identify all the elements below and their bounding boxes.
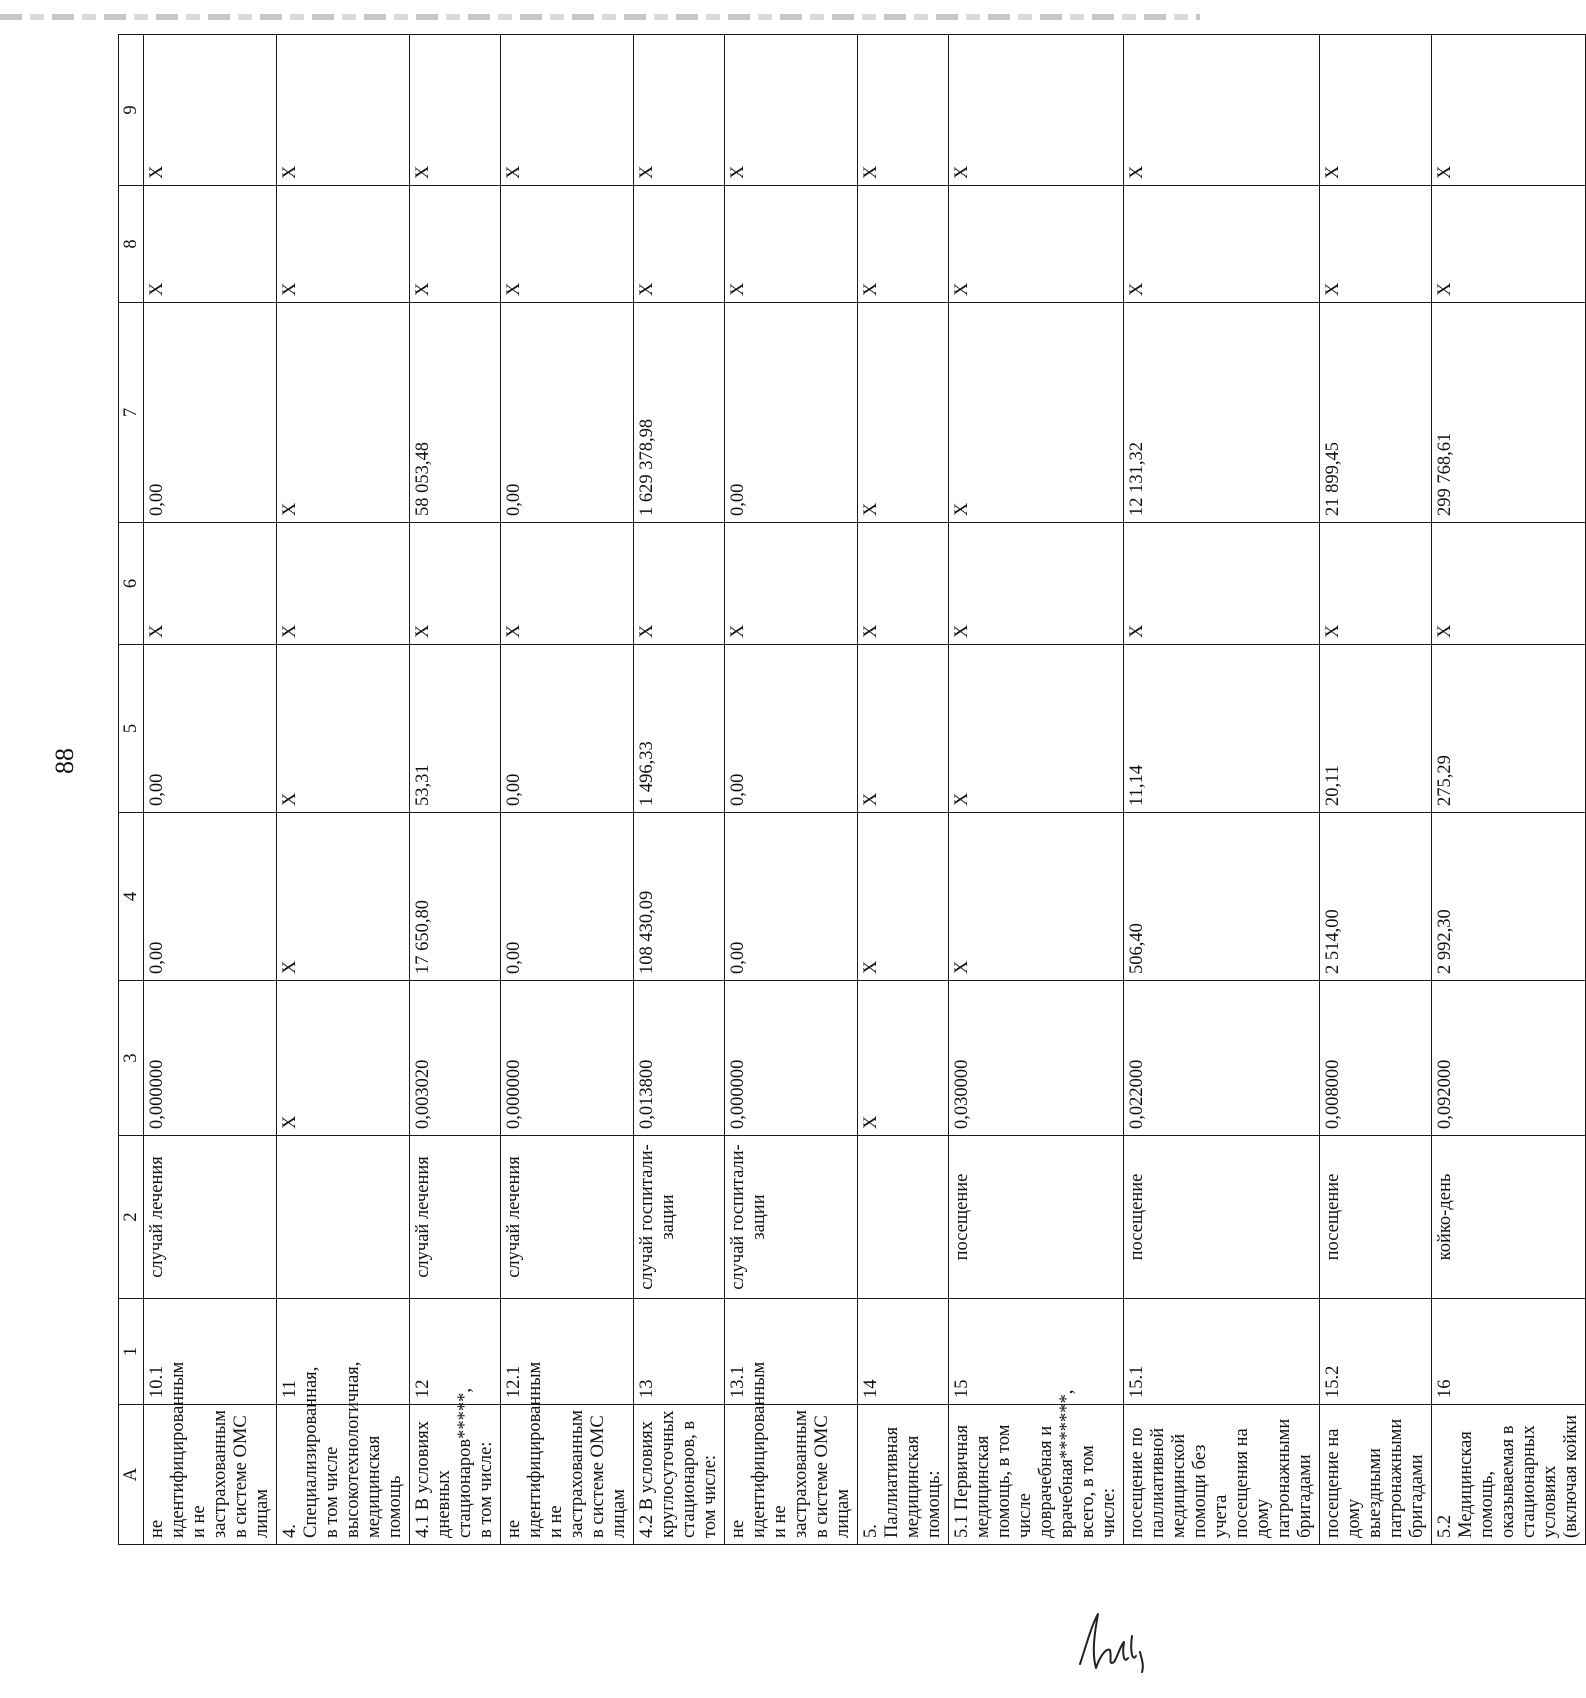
unit-cell: случай госпитали-зации — [725, 1136, 858, 1299]
value-cell: 12 131,32 — [1124, 303, 1320, 523]
table-row — [410, 35, 501, 1545]
value-cell: X — [949, 813, 1124, 981]
value-cell: X — [1124, 523, 1320, 645]
value-cell: X — [725, 186, 858, 303]
value-cell: 0,030000 — [949, 981, 1124, 1136]
value-cell: X — [858, 981, 949, 1136]
header-cell: 2 — [119, 1136, 144, 1299]
value-cell: 0,013800 — [634, 981, 725, 1136]
header-cell: 9 — [119, 35, 144, 186]
value-cell: X — [410, 35, 501, 186]
value-cell: X — [1320, 186, 1432, 303]
row-label: 4.1 В условиях дневных стационаров*****, в том числе: — [410, 1405, 501, 1545]
row-label: 5. Паллиативная медицинская помощь: — [858, 1405, 949, 1545]
value-cell: 21 899,45 — [1320, 303, 1432, 523]
unit-cell — [277, 1136, 410, 1299]
value-cell: 275,29 — [1432, 645, 1586, 813]
row-label: посещение по паллиативной медицинской помощи без учета посещения на дому патронажными бригадами — [1124, 1405, 1320, 1545]
value-cell: X — [410, 523, 501, 645]
row-code: 10.1 — [144, 1299, 277, 1405]
table-header-row — [119, 35, 144, 1545]
header-cell: 3 — [119, 981, 144, 1136]
value-cell: X — [277, 303, 410, 523]
row-code: 15.2 — [1320, 1299, 1432, 1405]
table-row — [634, 35, 725, 1545]
table-row — [725, 35, 858, 1545]
header-cell: 5 — [119, 645, 144, 813]
value-cell: X — [1432, 523, 1586, 645]
value-cell: X — [725, 523, 858, 645]
value-cell: X — [858, 813, 949, 981]
scan-edge-artifact — [0, 14, 1200, 20]
value-cell: X — [501, 35, 634, 186]
value-cell: X — [634, 35, 725, 186]
table-row — [277, 35, 410, 1545]
value-cell: 0,00 — [501, 813, 634, 981]
row-label: посещение на дому выездными патронажными бригадами — [1320, 1405, 1432, 1545]
value-cell: X — [144, 186, 277, 303]
value-cell: X — [277, 813, 410, 981]
unit-cell: случай лечения — [410, 1136, 501, 1299]
value-cell: 506,40 — [1124, 813, 1320, 981]
value-cell: 0,000000 — [725, 981, 858, 1136]
value-cell: X — [949, 303, 1124, 523]
value-cell: 0,000000 — [144, 981, 277, 1136]
value-cell: X — [1124, 186, 1320, 303]
value-cell: 58 053,48 — [410, 303, 501, 523]
value-cell: 0,00 — [725, 645, 858, 813]
value-cell: X — [858, 523, 949, 645]
value-cell: X — [1320, 523, 1432, 645]
value-cell: X — [634, 523, 725, 645]
row-label: 4. Специализированная, в том числе высокотехнологичная, медицинская помощь — [277, 1405, 410, 1545]
row-code: 12.1 — [501, 1299, 634, 1405]
value-cell: 0,00 — [725, 303, 858, 523]
row-code: 15.1 — [1124, 1299, 1320, 1405]
value-cell: 0,003020 — [410, 981, 501, 1136]
value-cell: X — [277, 523, 410, 645]
table-row — [1124, 35, 1320, 1545]
value-cell: 0,092000 — [1432, 981, 1586, 1136]
header-cell: 6 — [119, 523, 144, 645]
value-cell: X — [858, 303, 949, 523]
value-cell: X — [277, 981, 410, 1136]
row-code: 16 — [1432, 1299, 1586, 1405]
value-cell: 0,00 — [501, 303, 634, 523]
value-cell: 1 629 378,98 — [634, 303, 725, 523]
value-cell: X — [1432, 35, 1586, 186]
data-table — [118, 34, 1586, 1545]
unit-cell: случай лечения — [144, 1136, 277, 1299]
value-cell: 2 514,00 — [1320, 813, 1432, 981]
value-cell: 0,00 — [144, 813, 277, 981]
value-cell: 11,14 — [1124, 645, 1320, 813]
value-cell: X — [144, 35, 277, 186]
value-cell: X — [277, 186, 410, 303]
value-cell: X — [949, 645, 1124, 813]
value-cell: 53,31 — [410, 645, 501, 813]
value-cell: X — [949, 186, 1124, 303]
value-cell: X — [277, 35, 410, 186]
unit-cell — [858, 1136, 949, 1299]
value-cell: X — [858, 35, 949, 186]
value-cell: 17 650,80 — [410, 813, 501, 981]
value-cell: X — [501, 186, 634, 303]
value-cell: X — [501, 523, 634, 645]
row-label: не идентифицированным и не застрахованным в системе ОМС лицам — [144, 1405, 277, 1545]
value-cell: X — [949, 523, 1124, 645]
header-cell: А — [119, 1405, 144, 1545]
value-cell: 0,00 — [144, 303, 277, 523]
unit-cell: посещение — [1124, 1136, 1320, 1299]
value-cell: 0,00 — [725, 813, 858, 981]
row-label: 5.1 Первичная медицинская помощь, в том числе доврачебная и врачебная*******, всего, в том числе: — [949, 1405, 1124, 1545]
value-cell: 0,000000 — [501, 981, 634, 1136]
value-cell: 0,00 — [501, 645, 634, 813]
table-row — [858, 35, 949, 1545]
row-code: 11 — [277, 1299, 410, 1405]
unit-cell: случай лечения — [501, 1136, 634, 1299]
handwritten-signature — [1072, 1606, 1162, 1676]
rotated-table-container — [118, 35, 1581, 1545]
header-cell: 8 — [119, 186, 144, 303]
value-cell: 299 768,61 — [1432, 303, 1586, 523]
value-cell: X — [1432, 186, 1586, 303]
row-code: 14 — [858, 1299, 949, 1405]
table-row — [501, 35, 634, 1545]
row-code: 13.1 — [725, 1299, 858, 1405]
row-label: не идентифицированным и не застрахованным в системе ОМС лицам — [501, 1405, 634, 1545]
value-cell: 0,008000 — [1320, 981, 1432, 1136]
value-cell: X — [949, 35, 1124, 186]
value-cell: X — [634, 186, 725, 303]
value-cell: X — [858, 645, 949, 813]
unit-cell: посещение — [949, 1136, 1124, 1299]
row-label: 4.2 В условиях круглосуточных стационаров, в том числе: — [634, 1405, 725, 1545]
row-code: 12 — [410, 1299, 501, 1405]
header-cell: 4 — [119, 813, 144, 981]
table-row — [949, 35, 1124, 1545]
unit-cell: посещение — [1320, 1136, 1432, 1299]
row-label: 5.2 Медицинская помощь, оказываемая в стационарных условиях (включая койки — [1432, 1405, 1586, 1545]
value-cell: X — [277, 645, 410, 813]
value-cell: X — [1124, 35, 1320, 186]
header-cell: 1 — [119, 1299, 144, 1405]
value-cell: 108 430,09 — [634, 813, 725, 981]
value-cell: X — [858, 186, 949, 303]
value-cell: 1 496,33 — [634, 645, 725, 813]
table-row — [1432, 35, 1586, 1545]
table-row — [1320, 35, 1432, 1545]
value-cell: 2 992,30 — [1432, 813, 1586, 981]
value-cell: 20,11 — [1320, 645, 1432, 813]
value-cell: X — [410, 186, 501, 303]
row-label: не идентифицированным и не застрахованным в системе ОМС лицам — [725, 1405, 858, 1545]
row-code: 15 — [949, 1299, 1124, 1405]
value-cell: X — [144, 523, 277, 645]
header-cell: 7 — [119, 303, 144, 523]
value-cell: 0,00 — [144, 645, 277, 813]
value-cell: 0,022000 — [1124, 981, 1320, 1136]
table-row — [144, 35, 277, 1545]
unit-cell: случай госпитали-зации — [634, 1136, 725, 1299]
page-number: 88 — [50, 748, 79, 774]
row-code: 13 — [634, 1299, 725, 1405]
value-cell: X — [1320, 35, 1432, 186]
value-cell: X — [725, 35, 858, 186]
unit-cell: койко-день — [1432, 1136, 1586, 1299]
